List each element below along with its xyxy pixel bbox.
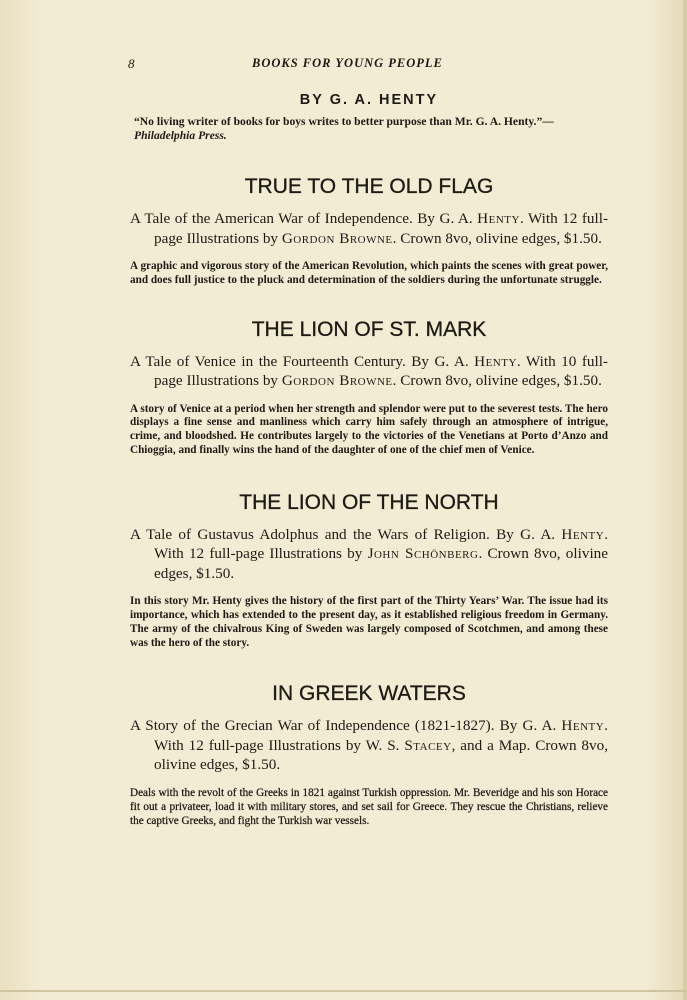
book-blurb: Deals with the revolt of the Greeks in 1821 against Turkish oppression. Mr. Beveridge and his son Horace fit out a privateer, load it with military stores, and set sail for Greece. They rescue the Christians, relieve the captive Greeks, and fight the Turkish war vessels. [130,786,608,827]
book-description [130,716,608,775]
book-blurb: A graphic and vigorous story of the American Revolution, which paints the scenes with great power, and does full justice to the pluck and determination of the soldiers during the unfortunate struggle. [130,260,608,286]
book-title: THE LION OF THE NORTH [239,490,499,514]
book-title: IN GREEK WATERS [272,682,466,706]
author-name: Henty [477,210,520,227]
illustrator-name: Stacey [404,736,452,754]
illustrator-name: John Schönberg [367,545,479,563]
author-name: Henty [561,717,605,735]
desc-text: A Story of the Grecian War of Independence (1821-1827). By G. A. [130,717,562,735]
press-quote [134,115,608,143]
author-name: Henty [474,352,517,370]
quote-source: Philadelphia Press. [134,129,227,142]
book-title: THE LION OF ST. MARK [251,317,487,341]
author-name: Henty [561,525,605,543]
author-heading: BY G. A. HENTY [299,92,439,108]
page-header [128,56,638,76]
book-blurb: In this story Mr. Henty gives the history of the first part of the Thirty Years’ War. The issue had its importance, which has extended to the present day, as it established religious freedom in Germany. The army of the chivalrous King of Sweden was largely composed of Scotchmen, and among these was the hero of the story. [130,595,608,649]
book-description [130,525,608,584]
book-description [130,209,608,248]
page-content [130,92,608,828]
page-number: 8 [128,56,135,71]
desc-text: A Tale of the American War of Independence. By G. A. [130,210,478,227]
desc-text: . With 10 full-page Illustrations by [154,352,608,390]
desc-text: . Crown 8vo, olivine edges, $1.50. [154,545,608,582]
desc-text: A Tale of Venice in the Fourteenth Century. By G. A. [130,352,475,370]
book-description [130,352,608,391]
desc-text: . With 12 full-page Illustrations by W. S. [154,717,608,754]
desc-text: . With 12 full-page Illustrations by [154,525,608,563]
book-blurb: A story of Venice at a period when her strength and splendor were put to the severest tests. The hero displays a fine sense and manliness which carry him safely through an atmosphere of intrigue, crime, and bloodshed. He contributes largely to the victories of the Venetians at Porto d’Anzo and Chioggia, and finally wins the hand of the daughter of one of the chief men of Venice. [130,402,608,456]
book-title: TRUE TO THE OLD FLAG [244,175,494,198]
illustrator-name: Gordon Browne [281,372,393,390]
illustrator-name: Gordon Browne [281,229,393,247]
quote-text: “No living writer of books for boys writes to better purpose than Mr. G. A. Henty.”— [134,115,554,128]
desc-text: . Crown 8vo, olivine edges, $1.50. [392,372,602,390]
desc-text: . With 12 full-page Illustrations by [154,210,608,247]
desc-text: . Crown 8vo, olivine edges, $1.50. [392,229,602,247]
desc-text: A Tale of Gustavus Adolphus and the Wars of Religion. By G. A. [130,525,562,543]
page-bottom-edge [0,990,687,992]
running-head: BOOKS FOR YOUNG PEOPLE [252,56,443,70]
desc-text: , and a Map. Crown 8vo, olivine edges, $1.50. [154,736,608,774]
page-edge [683,0,687,1000]
